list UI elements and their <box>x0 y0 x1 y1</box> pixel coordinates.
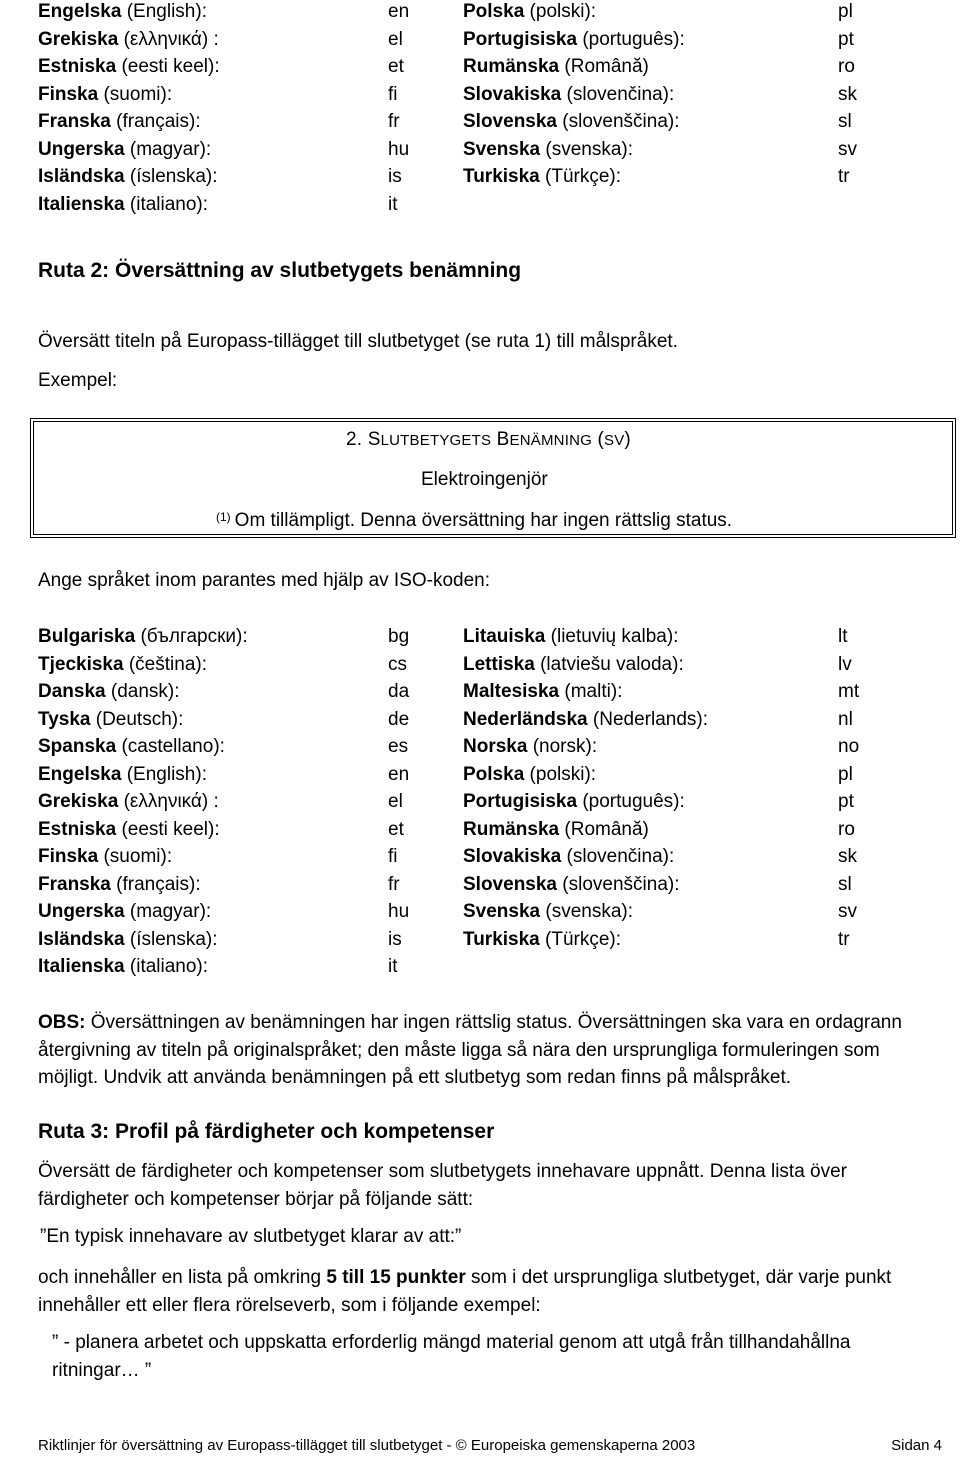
iso-code: pl <box>838 1 853 22</box>
language-name <box>38 898 211 926</box>
iso-code: sk <box>838 846 857 867</box>
list-text-b: som i det ursprungliga slutbetyget, där varje punkt innehåller ett eller flera rörelseverb, som i följande exempel: <box>38 1267 892 1316</box>
footnote-marker: (1) <box>216 510 231 524</box>
language-row <box>38 678 868 706</box>
language-name <box>463 136 633 164</box>
iso-code: pt <box>838 28 854 50</box>
language-name-bold: Franska <box>38 873 111 895</box>
language-native-name: (français): <box>116 873 201 895</box>
ruta2-instruction: Översätt titeln på Europass-tillägget till slutbetyget (se ruta 1) till målspråket. <box>38 331 678 352</box>
language-native-name: (português): <box>582 28 685 50</box>
language-name-bold: Engelska <box>38 763 122 785</box>
iso-code: pl <box>838 763 853 785</box>
language-name-bold: Italienska <box>38 193 125 215</box>
iso-code: el <box>388 28 403 50</box>
language-name <box>38 0 207 26</box>
language-name <box>463 816 649 844</box>
example-title-number: 2. <box>346 429 368 450</box>
example-label: Exempel: <box>38 370 118 391</box>
language-name <box>463 761 596 789</box>
language-name-bold: Lettiska <box>463 653 535 675</box>
language-row <box>38 163 868 191</box>
example-box <box>30 418 956 538</box>
language-name <box>463 26 685 54</box>
language-name <box>38 53 220 81</box>
language-row <box>38 26 868 54</box>
language-native-name: (lietuvių kalba): <box>550 626 679 647</box>
language-row <box>38 898 868 926</box>
language-name-bold: Franska <box>38 111 111 132</box>
language-name-bold: Rumänska <box>463 818 560 840</box>
language-name-bold: Tyska <box>38 708 91 730</box>
iso-code: sv <box>838 138 857 160</box>
language-name <box>38 816 220 844</box>
example-title-paren-open: ( <box>597 429 604 450</box>
language-name <box>38 926 218 954</box>
language-native-name: (magyar): <box>129 138 212 160</box>
language-name-bold: Ungerska <box>38 901 125 922</box>
obs-paragraph <box>38 1009 930 1092</box>
iso-code: pt <box>838 791 854 812</box>
ruta3-instruction: Översätt de färdigheter och kompetenser som slutbetygets innehavare uppnått. Denna lista över färdigheter och kompetenser börjar på följande sätt: <box>38 1161 848 1210</box>
language-name <box>463 733 597 761</box>
language-native-name: (slovenčina): <box>566 83 675 105</box>
iso-code: fr <box>388 111 400 132</box>
language-name-bold: Litauiska <box>463 626 546 647</box>
example-box-title <box>346 429 631 451</box>
language-native-name: (български): <box>140 626 248 647</box>
iso-code: da <box>388 681 410 702</box>
language-row <box>38 623 868 651</box>
iso-code: en <box>388 1 410 22</box>
footer-text: Riktlinjer för översättning av Europass-tillägget till slutbetyget - © Europeiska gemenskaperna 2003 <box>38 1437 696 1454</box>
language-native-name: (polski): <box>529 1 597 22</box>
language-name-bold: Slovakiska <box>463 846 562 867</box>
iso-code: cs <box>388 653 407 675</box>
language-native-name: (latviešu valoda): <box>540 653 684 675</box>
language-native-name: (castellano): <box>121 736 225 757</box>
language-list <box>38 623 868 981</box>
example-title-cap1: S <box>367 429 381 450</box>
language-row <box>38 108 868 136</box>
language-name-bold: Grekiska <box>38 28 119 50</box>
iso-code: es <box>388 736 409 757</box>
iso-code: en <box>388 763 410 785</box>
language-row <box>38 0 868 26</box>
iso-code: sl <box>838 873 852 895</box>
language-native-name: (English): <box>126 763 207 785</box>
language-name <box>38 953 208 981</box>
language-name-bold: Estniska <box>38 818 117 840</box>
iso-code: it <box>388 193 398 215</box>
language-name <box>38 81 172 109</box>
language-name-bold: Nederländska <box>463 708 588 730</box>
language-name <box>38 136 211 164</box>
language-name <box>463 871 680 899</box>
language-name-bold: Maltesiska <box>463 681 560 702</box>
iso-code: fi <box>388 83 398 105</box>
language-native-name: (Română) <box>564 818 649 840</box>
language-name-bold: Isländska <box>38 166 125 187</box>
language-native-name: (polski): <box>529 763 597 785</box>
top-language-list <box>38 0 868 218</box>
list-text-bold: 5 till 15 punkter <box>326 1267 466 1288</box>
language-name-bold: Estniska <box>38 56 117 77</box>
iso-code: nl <box>838 708 853 730</box>
language-name <box>463 81 674 109</box>
ruta2-heading: Ruta 2: Översättning av slutbetygets benämning <box>38 259 522 282</box>
language-native-name: (dansk): <box>110 681 180 702</box>
language-name <box>463 678 622 706</box>
language-name <box>463 706 708 734</box>
iso-code: lv <box>838 653 852 675</box>
language-name-bold: Slovenska <box>463 873 557 895</box>
iso-code: bg <box>388 626 410 647</box>
language-row <box>38 53 868 81</box>
language-name-bold: Norska <box>463 736 528 757</box>
iso-instruction: Ange språket inom parantes med hjälp av ISO-koden: <box>38 570 491 591</box>
language-native-name: (svenska): <box>545 901 634 922</box>
language-native-name: (italiano): <box>129 193 209 215</box>
language-name-bold: Danska <box>38 681 106 702</box>
example-title-lang: SV <box>603 432 625 449</box>
language-native-name: (Türkçe): <box>545 928 622 950</box>
language-name-bold: Svenska <box>463 138 541 160</box>
language-name <box>38 26 219 54</box>
language-name-bold: Polska <box>463 763 525 785</box>
language-row <box>38 953 868 981</box>
language-name-bold: Italienska <box>38 956 125 977</box>
ruta3-heading: Ruta 3: Profil på färdigheter och kompetenser <box>38 1120 495 1143</box>
language-name <box>38 191 208 219</box>
example-box-value: Elektroingenjör <box>421 469 548 490</box>
language-native-name: (ελληνικά) : <box>123 28 219 50</box>
language-name <box>463 53 649 81</box>
language-native-name: (slovenčina): <box>566 846 675 867</box>
language-row <box>38 926 868 954</box>
iso-code: et <box>388 56 404 77</box>
language-name <box>463 651 684 679</box>
iso-code: el <box>388 791 403 812</box>
language-native-name: (Nederlands): <box>592 708 709 730</box>
page-number: Sidan 4 <box>891 1437 942 1454</box>
iso-code: sl <box>838 111 852 132</box>
language-row <box>38 816 868 844</box>
language-name <box>38 163 218 191</box>
language-row <box>38 81 868 109</box>
language-native-name: (Română) <box>564 56 649 77</box>
language-row <box>38 788 868 816</box>
language-name <box>463 788 685 816</box>
language-name-bold: Spanska <box>38 736 117 757</box>
language-native-name: (malti): <box>564 681 623 702</box>
language-native-name: (English): <box>126 1 207 22</box>
language-name-bold: Turkiska <box>463 166 540 187</box>
language-row <box>38 136 868 164</box>
iso-code: de <box>388 708 410 730</box>
language-native-name: (norsk): <box>532 736 598 757</box>
example-title-word1: LUTBETYGETS <box>380 432 492 449</box>
iso-code: tr <box>838 166 850 187</box>
language-native-name: (íslenska): <box>129 928 218 950</box>
language-name-bold: Turkiska <box>463 928 540 950</box>
language-name-bold: Rumänska <box>463 56 560 77</box>
example-quote-line2: ritningar… ” <box>52 1360 152 1381</box>
language-name-bold: Engelska <box>38 1 122 22</box>
typical-holder-quote: ”En typisk innehavare av slutbetyget klarar av att:” <box>40 1226 462 1247</box>
language-name-bold: Isländska <box>38 928 125 950</box>
language-native-name: (português): <box>582 791 685 812</box>
iso-code: sv <box>838 901 857 922</box>
obs-label: OBS: <box>38 1012 86 1033</box>
language-native-name: (eesti keel): <box>121 818 220 840</box>
iso-code: sk <box>838 83 857 105</box>
list-text-a: och innehåller en lista på omkring <box>38 1267 327 1288</box>
iso-code: hu <box>388 901 410 922</box>
language-name-bold: Tjeckiska <box>38 653 124 675</box>
iso-code: ro <box>838 818 855 840</box>
language-row <box>38 871 868 899</box>
language-name-bold: Svenska <box>463 901 541 922</box>
language-name <box>38 788 219 816</box>
language-name-bold: Finska <box>38 83 99 105</box>
language-native-name: (Türkçe): <box>545 166 622 187</box>
language-name <box>463 623 678 651</box>
language-row <box>38 651 868 679</box>
example-box-footnote <box>216 510 732 532</box>
iso-code: is <box>388 928 402 950</box>
language-name <box>463 926 621 954</box>
language-native-name: (íslenska): <box>129 166 218 187</box>
language-row <box>38 191 868 219</box>
iso-code: mt <box>838 681 860 702</box>
language-name <box>463 898 633 926</box>
iso-code: et <box>388 818 404 840</box>
language-name-bold: Bulgariska <box>38 626 136 647</box>
language-name <box>38 706 183 734</box>
iso-code: it <box>388 956 398 977</box>
language-name-bold: Portugisiska <box>463 791 578 812</box>
iso-code: fr <box>388 873 400 895</box>
language-native-name: (suomi): <box>103 846 173 867</box>
language-name <box>463 108 680 136</box>
language-name <box>38 761 207 789</box>
example-title-cap2: B <box>496 429 510 450</box>
language-native-name: (svenska): <box>545 138 634 160</box>
language-name-bold: Ungerska <box>38 138 125 160</box>
language-row <box>38 733 868 761</box>
language-name-bold: Portugisiska <box>463 28 578 50</box>
example-title-word2: ENÄMNING <box>509 432 592 449</box>
language-native-name: (eesti keel): <box>121 56 220 77</box>
example-title-paren-close: ) <box>624 429 631 450</box>
language-name <box>463 0 596 26</box>
language-name-bold: Finska <box>38 846 99 867</box>
language-name-bold: Polska <box>463 1 525 22</box>
language-name <box>38 108 201 136</box>
language-native-name: (italiano): <box>129 956 209 977</box>
language-name <box>38 651 207 679</box>
iso-code: lt <box>838 626 848 647</box>
language-name <box>38 843 172 871</box>
iso-code: is <box>388 166 402 187</box>
language-name <box>38 623 248 651</box>
language-native-name: (français): <box>116 111 201 132</box>
obs-text: Översättningen av benämningen har ingen rättslig status. Översättningen ska vara en ordagrann återgivning av titeln på originalspråket; den måste ligga så nära den ursprungliga formuleringen som möjligt. Undvik att använda benämningen på ett slutbetyg som redan finns på målspråket. <box>38 1012 902 1088</box>
language-name <box>38 678 180 706</box>
language-name-bold: Slovakiska <box>463 83 562 105</box>
language-row <box>38 761 868 789</box>
example-quote-line1: ” - planera arbetet och uppskatta erforderlig mängd material genom att utgå från tillhandahållna <box>52 1332 851 1353</box>
language-row <box>38 706 868 734</box>
language-name-bold: Grekiska <box>38 791 119 812</box>
list-description <box>38 1264 930 1320</box>
iso-code: fi <box>388 846 398 867</box>
language-native-name: (slovenščina): <box>562 873 680 895</box>
language-native-name: (Deutsch): <box>95 708 184 730</box>
footnote-text: Om tillämpligt. Denna översättning har ingen rättslig status. <box>234 510 733 531</box>
iso-code: ro <box>838 56 855 77</box>
language-name-bold: Slovenska <box>463 111 557 132</box>
language-row <box>38 843 868 871</box>
language-native-name: (magyar): <box>129 901 212 922</box>
language-native-name: (čeština): <box>128 653 207 675</box>
iso-code: no <box>838 736 860 757</box>
language-name <box>38 871 201 899</box>
language-name <box>463 843 674 871</box>
language-native-name: (slovenščina): <box>562 111 680 132</box>
language-native-name: (suomi): <box>103 83 173 105</box>
language-native-name: (ελληνικά) : <box>123 791 219 812</box>
language-name <box>463 163 621 191</box>
iso-code: tr <box>838 928 850 950</box>
language-name <box>38 733 225 761</box>
iso-code: hu <box>388 138 410 160</box>
